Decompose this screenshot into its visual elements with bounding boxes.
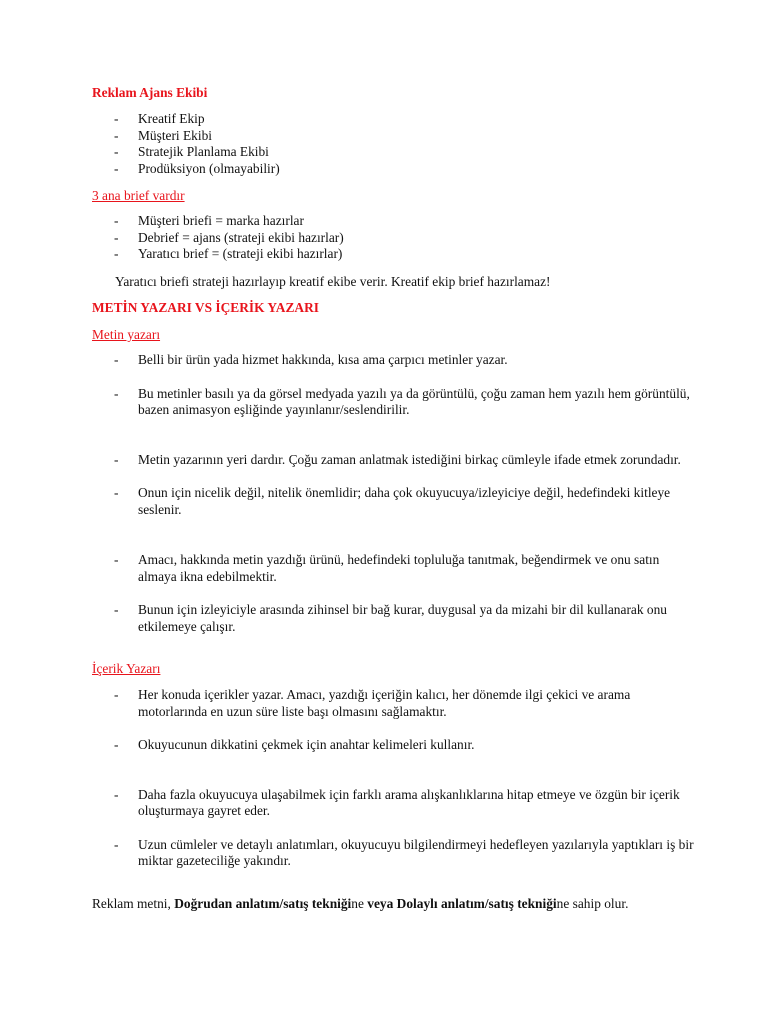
bullet-dash: - — [114, 687, 119, 702]
section-title-reklam-ajans-ekibi: Reklam Ajans Ekibi — [92, 85, 208, 100]
list-item: - Okuyucunun dikkatini çekmek için anahtar kelimeleri kullanır. — [114, 737, 475, 752]
list-item: - Uzun cümleler ve detaylı anlatımları, okuyucuyu bilgilendirmeyi hedefleyen yazılarıyla yaptıkları iş bir miktar gazeteciliğe yakındır. — [114, 836, 694, 868]
bullet-dash: - — [114, 213, 119, 228]
list-item: - Müşteri Ekibi — [114, 127, 213, 143]
list-item: - Müşteri briefi = marka hazırlar — [114, 213, 304, 228]
bullet-dash: - — [114, 737, 119, 752]
list-item: - Daha fazla okuyucuya ulaşabilmek için farklı arama alışkanlıklarına hitap etmeye ve özgün bir içerik oluşturmaya gayret eder. — [114, 786, 680, 818]
bullet-dash: - — [114, 602, 119, 617]
list-item: - Debrief = ajans (strateji ekibi hazırlar) — [114, 229, 344, 245]
brief-list — [0, 213, 768, 263]
icerik-yazari-list — [0, 687, 768, 870]
bullet-dash: - — [114, 352, 119, 367]
brief-note: Yaratıcı briefi strateji hazırlayıp kreatif ekibe verir. Kreatif ekip brief hazırlamaz! — [115, 274, 551, 289]
bullet-dash: - — [114, 385, 119, 401]
list-item: - Amacı, hakkında metin yazdığı ürünü, hedefindeki topluluğa tanıtmak, beğendirmek ve onu satın almaya ikna edebilmektir. — [114, 552, 660, 584]
bullet-dash: - — [114, 144, 119, 159]
subheading-metin-yazari: Metin yazarı — [92, 327, 161, 342]
list-item: - Bu metinler basılı ya da görsel medyada yazılı ya da görüntülü, çoğu zaman hem yazılı hem görüntülü, bazen animasyon eşliğinde yayınlanır/seslendirilir. — [114, 385, 690, 417]
bullet-dash: - — [114, 451, 119, 467]
list-item: - Metin yazarının yeri dardır. Çoğu zaman anlatmak istediğini birkaç cümleyle ifade etmek zorundadır. — [114, 451, 681, 467]
closing-sentence: Reklam metni, Doğrudan anlatım/satış tekniğine veya Dolaylı anlatım/satış tekniğine sahip olur. — [92, 896, 629, 911]
bullet-dash: - — [114, 552, 119, 567]
list-item: - Kreatif Ekip — [114, 111, 205, 126]
subheading-brief-types: 3 ana brief vardır — [92, 188, 185, 203]
list-item: - Onun için nicelik değil, nitelik önemlidir; daha çok okuyucuya/izleyiciye değil, hedefindeki kitleye seslenir. — [114, 485, 671, 517]
bullet-dash: - — [114, 160, 119, 176]
list-item: - Prodüksiyon (olmayabilir) — [114, 160, 280, 176]
bullet-dash: - — [114, 229, 119, 245]
bullet-dash: - — [114, 127, 119, 143]
bullet-dash: - — [114, 836, 119, 852]
section-title-metin-vs-icerik: METİN YAZARI VS İÇERİK YAZARI — [92, 300, 319, 315]
list-item: - Her konuda içerikler yazar. Amacı, yazdığı içeriğin kalıcı, her dönemde ilgi çekici ve arama motorlarında en uzun süre liste başı olmasını sağlamaktır. — [114, 687, 631, 719]
list-item: - Bunun için izleyiciyle arasında zihinsel bir bağ kurar, duygusal ya da mizahi bir dil kullanarak onu etkilemeye çalışır. — [114, 602, 667, 634]
bullet-dash: - — [114, 485, 119, 500]
team-list — [0, 111, 768, 177]
metin-yazari-list — [0, 352, 768, 635]
list-item: - Belli bir ürün yada hizmet hakkında, kısa ama çarpıcı metinler yazar. — [114, 352, 508, 367]
bullet-dash: - — [114, 246, 119, 261]
bullet-dash: - — [114, 111, 119, 126]
list-item: - Stratejik Planlama Ekibi — [114, 144, 269, 159]
bullet-dash: - — [114, 786, 119, 802]
list-item: - Yaratıcı brief = (strateji ekibi hazırlar) — [114, 246, 343, 261]
subheading-icerik-yazari: İçerik Yazarı — [92, 661, 161, 676]
